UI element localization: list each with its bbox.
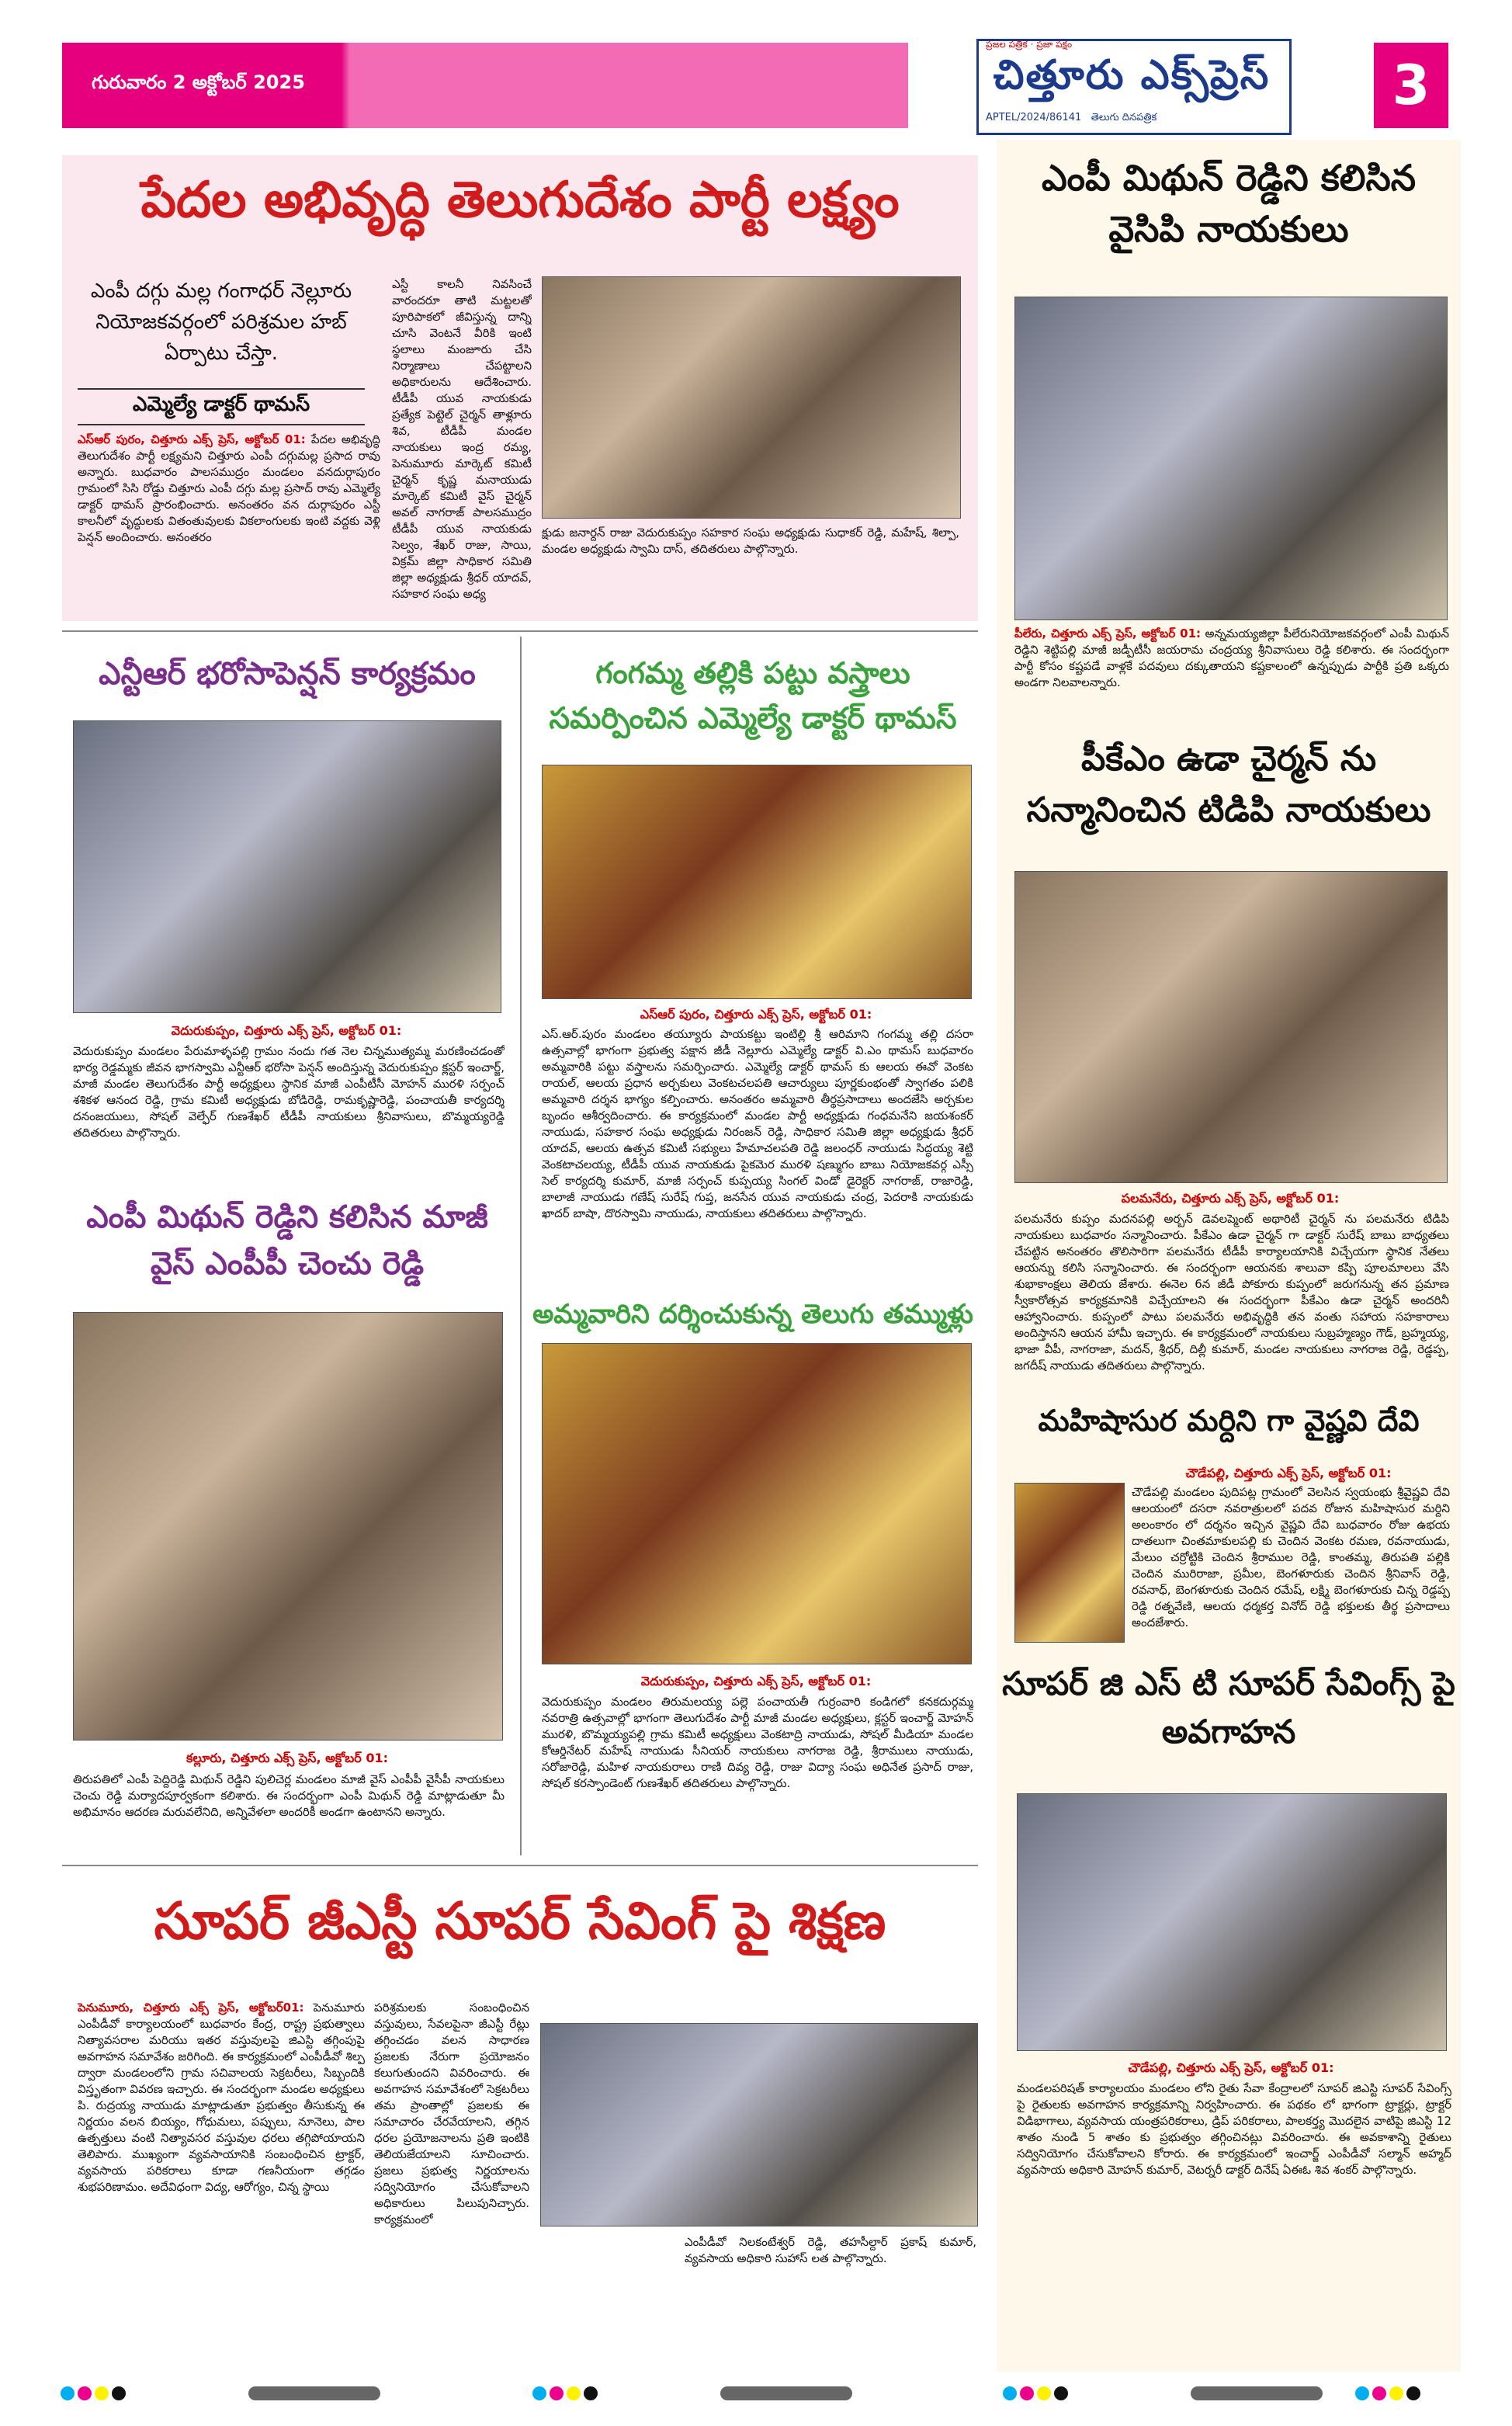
lead-text-1: పేదల అభివృద్ధి తెలుగుదేశం పార్టీ లక్ష్యమని చిత్తూరు ఎంపీ దగ్గుమల్ల ప్రసాద రావు అన్నారు. బుధవారం పాలసముద్రం మండలం వనదుర్గాపురం గ్రామంలో సిసి రోడ్డు చిత్తూరు ఎంపీ దగ్గు మల్ల ప్రసాద్ రావు ఎమ్మెల్యే డాక్టర్ థామస్ ప్రారంభించారు. అనంతరం వన దుర్గాపురం ఎస్టీ కాలనీలో వృద్ధులకు వితంతువులకు వికలాంగులకు ఇంటి వద్దకు వెళ్లి పెన్షన్ అందించారు. అనంతరం — [78, 432, 380, 544]
mahishasura-body: చౌడేపల్లి మండలం పుదిపట్ల గ్రామంలో వెలసిన స్వయంభు శ్రీవైష్ణవి దేవి ఆలయంలో దసరా నవరాత్రులలో పదవ రోజున మహిషాసుర మర్దిని అలంకారం లో దర్శనం ఇచ్చిన వైష్ణవి దేవి బుధవారం రోజు ఉభయ దాతలుగా చింతమాకులపల్లి కు చెందిన వెంకట రమణ, రవనాయుడు, మేలుం చర్రోట్టికి చెందిన శ్రీరాముల రెడ్డి, కాంతమ్మ, తిరుపతి పల్లికి చెందిన మురిరాజా, ప్రమీల, బెంగళూరుకు చెందిన శ్రీనివాస్ రెడ్డి, రవనాధ్, బెంగళూరుకు చెందిన రమేష్, లక్ష్మి బెంగళూరుకు చిన్న రెడ్డప్ప రెడ్డి రత్నవేణి, ఆలయ ధర్మకర్త వినోద్ రెడ్డి భక్తులకు తీర్థ ప్రసాదాలు అందజేశారు. — [1132, 1485, 1450, 1629]
gst-right-headline: సూపర్ జి ఎస్ టి సూపర్ సేవింగ్స్ పై అవగాహన — [1002, 1664, 1455, 1751]
lead-body-col2: ఎస్టీ కాలనీ నివసించే వారందరూ తాటి మట్టలతో పూరిపాకలో జీవిస్తున్న దాన్ని చూసి వెంటనే వీరికి ఇంటి స్థలాలు మంజూరు చేసి నిర్మాణాలు చేపట్టాలని అధికారులను ఆదేశించారు. టీడీపీ యువ నాయకుడు ప్రత్యేక పెట్టెల్ చైర్మన్ తాళ్లూరు శివ, టీడీపీ మండల నాయకులు ఇంద్ర రమ్య, పెనుమూరు మార్కెట్ కమిటీ చైర్మన్ కృష్ణ మనాయుడు మార్కెట్ కమిటీ వైస్ చైర్మన్ అవల్ నాగరాజ్ పాలసముద్రం టీడీపీ యువ నాయకుడు సెల్వం, శేఖర్ రాజు, సాయి, విక్రమ్ జిల్లా సాధికార సమితి జిల్లా అధ్యక్షుడు శ్రీధర్ యాదవ్, సహకార సంఘ అధ్య — [392, 277, 532, 601]
mithun1-body: తిరుపతిలో ఎంపీ పెద్దిరెడ్డి మిథున్ రెడ్డిని పులిచెర్ల మండలం మాజీ వైస్ ఎంపీపీ వైసీపీ నాయకులు చెంచు రెడ్డి మర్యాదపూర్వకంగా కలిశారు. ఈ సందర్భంగా ఎంపీ మిథున్ రెడ్డి మాట్లాడుతూ మీ అభిమానం ఆదరణ మరువలేనిది, అన్నివేళలా అందరికీ అండగా ఉంటానని అన్నారు. — [73, 1772, 505, 1819]
gst-bottom-headline: సూపర్ జీఎస్టీ సూపర్ సేవింగ్ పై శిక్షణ — [154, 1891, 886, 1951]
mithun1-headline: ఎంపీ మిథున్ రెడ్డిని కలిసిన మాజీ వైస్ ఎంపీపీ చెంచు రెడ్డి — [86, 1199, 488, 1282]
footer-bar-1 — [248, 2386, 380, 2405]
gst-bottom-col2: పరిశ్రమలకు సంబంధించిన వస్తువులు, సేవలపైనా జీఎస్టీ రేట్లు తగ్గించడం వలన సాధారణ ప్రజలకు నేరుగా ప్రయోజనం కలుగుతుందని వివరించారు. ఈ అవగాహన సమావేశంలో సెక్రటరీలు తమ ప్రాంతాల్లో ప్రజలకు ఈ సమాచారం చేరవేయాలని, తగ్గిన ధరల ప్రయోజనాలను ప్రతి ఇంటికి తెలియజేయాలని సూచించారు. ప్రజలు ప్రభుత్వ నిర్ణయాలను సద్వినియోగం చేసుకోవాలని అధికారులు పిలుపునిచ్చారు. కార్యక్రమంలో — [374, 2001, 529, 2226]
mithun2-headline: ఎంపీ మిథున్ రెడ్డిని కలిసిన వైసిపి నాయకులు — [1041, 157, 1417, 250]
bottom-divider — [62, 1865, 978, 1866]
lead-byline: ఎమ్మెల్యే డాక్టర్ థామస్ — [78, 388, 365, 425]
gangamma-photo — [542, 765, 972, 999]
ammavari-caption: వెదురుకుప్పం, చిత్తూరు ఎక్స్ ప్రెస్, అక్టోబర్ 01: — [640, 1674, 872, 1688]
lead-photo — [542, 276, 961, 519]
lead-body-col3: క్షుడు జనార్దన్ రాజు వెదురుకుప్పం సహకార సంఘ అధ్యక్షుడు సుధాకర్ రెడ్డి, మహేష్, శిల్పా, మండల అధ్యక్షుడు స్వామి దాస్, తదితరులు పాల్గొన్నారు. — [542, 526, 959, 556]
footer-bar-2 — [720, 2386, 852, 2405]
masthead-subtitle: తెలుగు దినపత్రిక — [1091, 112, 1157, 123]
mahishasura-dateline: చౌడేపల్లి, చిత్తూరు ఎక్స్ ప్రెస్, అక్టోబర్ 01: — [1185, 1466, 1392, 1480]
ntr-headline: ఎన్టీఆర్ భరోసాపెన్షన్ కార్యక్రమం — [99, 656, 476, 692]
lead-body-col1 — [78, 432, 380, 602]
lead-dateline: ఎస్ఆర్ పురం, చిత్తూరు ఎక్స్ ప్రెస్, అక్టోబర్ 01: — [78, 432, 306, 446]
pkm-body: పలమనేరు కుప్పం మదనపల్లి అర్బన్ డెవలప్మెంట్ అథారిటీ చైర్మన్ ను పలమనేరు టిడిపి నాయకులు బుధవారం సన్మానించారు. పీకేఎం ఉడా చైర్మన్ గా డాక్టర్ సురేష్ బాబు బాధ్యతలు చేపట్టిన అనంతరం తొలిసారిగా పలమనేరు టీడీపీ కార్యాలయానికి విచ్చేయగా స్థానిక నేతలు ఆయన్ను కలిసి సన్మానించారు. ఈ సందర్భంగా ఆయనకు శాలువా కప్పి పూలమాలలు వేసి శుభాకాంక్షలు తెలియ జేశారు. ఈనెల 6న జీడీ పోకూరు కుప్పంలో జరుగనున్న తన ప్రమాణ స్వీకారోత్సవ కార్యక్రమానికి విచ్చేయాలని ఈ సందర్భంగా పీకేఎం ఉడా చైర్మన్ అందరినీ ఆహ్వానించారు. కుప్పంలో పాటు పలమనేరు అభివృద్ధికి తన వంతు సహాయ సహకారాలు అందిస్తానని ఆయన హామీ ఇచ్చారు. ఈ కార్యక్రమంలో నాయకులు సుబ్రహ్మణ్యం గౌడ్, బ్రహ్మయ్య, భాజా వీపీ, నాగరాజా, మదన్, శ్రీధర్, దిల్లీ కుమార్, మండల నాయకులు నాగరాజ రెడ్డి, రెడ్డప్ప, జగదీష్ నాయుడు తదితరులు పాల్గొన్నారు. — [1014, 1212, 1449, 1373]
ntr-photo — [73, 720, 501, 1013]
gst-right-dateline: చౌడేపల్లి, చిత్తూరు ఎక్స్ ప్రెస్, అక్టోబర్ 01: — [1128, 2060, 1334, 2075]
gst-bottom-photo — [540, 2023, 978, 2226]
lead-subhead: ఎంపీ దగ్గు మల్ల గంగాధర్ నెల్లూరు నియోజకవర్గంలో పరిశ్రమల హబ్ ఏర్పాటు చేస్తా. — [90, 279, 352, 365]
mithun1-caption: కల్లూరు, చిత్తూరు ఎక్స్ ప్రెస్, అక్టోబర్ 01: — [186, 1751, 388, 1765]
gst-bottom-col1 — [78, 2000, 365, 2326]
lead-headline: పేదల అభివృద్ధి తెలుగుదేశం పార్టీ లక్ష్యం — [140, 172, 900, 229]
pkm-photo — [1014, 871, 1448, 1183]
ammavari-photo — [542, 1343, 972, 1664]
issue-date: గురువారం 2 అక్టోబర్ 2025 — [92, 71, 305, 93]
footer-bar-3 — [1191, 2386, 1323, 2405]
masthead-tagline: ప్రజల పత్రిక · ప్రజా పక్షం — [986, 39, 1073, 50]
section-divider — [62, 630, 978, 632]
footer-color-marks-2 — [532, 2386, 601, 2405]
gst-bottom-text-1: పెనుమూరు ఎంపీడీవో కార్యాలయంలో బుధవారం కేంద్ర, రాష్ట్ర ప్రభుత్వాలు నిత్యావసరాల మరియు ఇతర వస్తువులపై జిఎస్టి తగ్గింపుపై అవగాహన సమావేశం జరిగింది. ఈ కార్యక్రమంలో ఎంపీడీవో శిల్ప ద్వారా మండలంలోని గ్రామ సచివాలయ సెక్రటరీలు, సిబ్బందికి విస్తృతంగా వివరణ ఇచ్చారు. ఈ సందర్భంగా మండల అధ్యక్షులు పి. రుద్రయ్య నాయుడు మాట్లాడుతూ ప్రభుత్వం తీసుకున్న ఈ నిర్ణయం వలన బియ్యం, గోధుమలు, పప్పులు, నూనెలు, పాల ఉత్పత్తులు వంటి నిత్యావసర వస్తువుల ధరలు తగ్గిపోయాయని తెలిపారు. ముఖ్యంగా వ్యవసాయానికి సంబంధించిన ట్రాక్టర్, వ్యవసాయ పరికరాలు కూడా గణనీయంగా తగ్గడం శుభపరిణామం. అదేవిధంగా విద్య, ఆరోగ్యం, చిన్న స్థాయి — [78, 2001, 365, 2194]
footer-color-marks-3 — [1003, 2386, 1071, 2405]
gst-bottom-dateline: పెనుమూరు, చిత్తూరు ఎక్స్ ప్రెస్, అక్టోబర్01: — [78, 2001, 304, 2015]
ntr-dateline: వెదురుకుప్పం, చిత్తూరు ఎక్స్ ప్రెస్, అక్టోబర్ 01: — [171, 1023, 402, 1038]
gst-right-body: మండలపరిషత్ కార్యాలయం మండలం లోని రైతు సేవా కేంద్రాలలో సూపర్ జిఎస్టి సూపర్ సేవింగ్స్ పై రైతులకు అవగాహన కార్యక్రమాన్ని నిర్వహించారు. ఈ పథకం లో భాగంగా ట్రాక్టర్లు, ట్రాక్టర్ విడిభాగాలు, వ్యవసాయ యంత్రపరికరాలు, డ్రిప్ పరికరాలు, పాలకర్త్య మొదలైన వాటిపై జిఎస్టి 12 శాతం నుండి 5 శాతం కు ప్రభుత్వం తగ్గించినట్లు వివరించారు. ఈ అవకాశాన్ని రైతులు సద్వినియోగం చేసుకోవాలని కోరారు. ఈ కార్యక్రమంలో ఇంచార్జ్ ఎంపీడీవో సల్మాన్ అహ్మద్ వ్యవసాయ అధికారి మోహన్ కుమార్, వెటర్నరీ డాక్టర్ దినేష్ ఏఈఓ శివ శంకర్ పాల్గొన్నారు. — [1017, 2081, 1451, 2177]
gangamma-dateline: ఎస్ఆర్ పురం, చిత్తూరు ఎక్స్ ప్రెస్, అక్టోబర్ 01: — [640, 1007, 872, 1022]
footer-color-marks-4 — [1355, 2386, 1424, 2405]
ammavari-body: వెదురుకుప్పం మండలం తిరుమలయ్య పల్లె పంచాయతీ గుర్రంవారి కండిగలో కనకదుర్గమ్మ నవరాత్రి ఉత్సవాల్లో భాగంగా తెలుగుదేశం పార్టీ మాజీ మండల అధ్యక్షులు, క్లస్టర్ ఇంచార్జ్ మోహన్ మురళి, బొమ్మయ్యపల్లి గ్రామ కమిటీ అధ్యక్షులు వెంకటాద్రి నాయుడు, సోషల్ మీడియా మండల కోఆర్డినేటర్ మహేష్ నాయుడు సీనియర్ నాయకులు నాగరాజ రెడ్డి, శ్రీరాములు నాయుడు, సరోజారెడ్డి, మహిళ నాయకురాలు రాణి దివ్య రెడ్డి, రాజు విద్యా సంఘ అధినేత ప్రసాద్ రాజు, సోషల్ కరస్పాండెంట్ గుణశేఖర్ తదితరులు పాల్గొన్నారు. — [542, 1695, 973, 1790]
masthead-logo: చిత్తూరు ఎక్స్‌ప్రెస్ — [993, 51, 1271, 99]
mithun2-dateline: పీలేరు, చిత్తూరు ఎక్స్ ప్రెస్, అక్టోబర్ 01: — [1014, 626, 1202, 640]
ntr-body: వెదురుకుప్పం మండలం పేరుమాళ్ళపల్లి గ్రామం నందు గత నెల చిన్నముత్యమ్మ మరణించడంతో భార్య రెడ్డమ్మకు జీవన భాగస్వామి ఎన్టీఆర్ భరోసా పెన్షన్ అందిస్తున్న వెదురుకుప్పం క్లస్టర్ ఇంచార్జ్, మాజీ మండల తెలుగుదేశం పార్టీ అధ్యక్షులు స్థానిక మాజీ ఎంపీటీసీ మోహన్ మురళి సర్పంచ్ శశికళ ఆనంద రెడ్డి, గ్రామ కమిటీ అధ్యక్షుడు బోడిరెడ్డి, రామకృష్ణారెడ్డి, పంచాయతీ కార్యదర్శి దనంజయులు, సోషల్ వెల్ఫేర్ గుణశేఖర్ టీడీపీ నాయకులు శ్రీనివాసులు, బొమ్మయ్యరెడ్డి తదితరులు పాల్గొన్నారు. — [73, 1044, 505, 1140]
mithun1-photo — [73, 1312, 503, 1741]
footer-color-marks-1 — [61, 2386, 129, 2405]
mithun2-body — [1014, 626, 1449, 731]
column-divider — [520, 637, 522, 1855]
gangamma-headline: గంగమ్మ తల్లికి పట్టు వస్త్రాలు సమర్పించిన ఎమ్మెల్యే డాక్టర్ థామస్ — [549, 656, 957, 735]
ammavari-headline: అమ్మవారిని దర్శించుకున్న తెలుగు తమ్ముళ్లు — [532, 1299, 973, 1330]
page-number: 3 — [1392, 54, 1431, 117]
pkm-headline: పీకేఎం ఉడా చైర్మన్ ను సన్మానించిన టిడిపి నాయకులు — [1026, 739, 1431, 830]
gst-bottom-col3: ఎంపీడీవో నిలకంటేశ్వర్ రెడ్డి, తహసీల్దార్ ప్రకాష్ కుమార్, వ్యవసాయ అధికారి సుహాస్ లత పాల్గొన్నారు. — [685, 2235, 976, 2265]
masthead-registration — [986, 112, 1157, 126]
gangamma-body: ఎస్.ఆర్.పురం మండలం తయ్యూరు పాయకట్టు ఇంటిల్లి శ్రీ ఆరిమాని గంగమ్మ తల్లి దసరా ఉత్సవాల్లో భాగంగా ప్రభుత్వ పక్షాన జీడీ నెల్లూరు ఎమ్మెల్యే డాక్టర్ వి.ఎం థామస్ బుధవారం అమ్మవారికి పట్టు వస్త్రాలను సమర్పించారు. ఎమ్మెల్యే డాక్టర్ థామస్ కు ఆలయ ఈవో వెంకట రాయల్, ఆలయ ప్రధాన అర్చకులు వెంకటచలపతి ఆచార్యులు పూర్ణకుంభంతో స్వాగతం పలికి అమ్మవారి దర్శన భాగ్యం కల్పించారు. అనంతరం అమ్మవారి తీర్థప్రసాదాలు అందజేసి అర్చకుల బృందం ఆశీర్వదించారు. ఈ కార్యక్రమంలో మండల పార్టీ అధ్యక్షుడు గంధమనేని జయశంకర్ నాయుడు, సహకార సంఘ అధ్యక్షుడు నిరంజన్ రెడ్డి, సాధికార సమితి జిల్లా అధ్యక్షుడు శ్రీధర్ యాదవ్, ఆలయ ఉత్సవ కమిటీ సభ్యులు హేమాచలపతి రెడ్డి జలంధర్ నాయుడు సిద్ధయ్య శెట్టి వెంకటాచలయ్య, టీడీపీ యువ నాయకుడు పైకమెర మురళి షణ్ముగం బాబు నియోజకవర్గ ఎస్సీ సెల్ కార్యదర్శి కుమార్, మాజీ సర్పంచ్ కుప్పయ్య సింగల్ విండో డైరెక్టర్ నాగరాజ్, రాజారెడ్డి, బాలాజీ నాయుడు గణేష్ సురేష్ గుప్త, జనసేన యువ నాయకుడు చంద్ర, పెదరాకి నాయకుడు ఖాదర్ బాషా, దొరస్వామి నాయుడు, నాయకులు తదితరులు పాల్గొన్నారు. — [542, 1027, 973, 1220]
masthead-reg-number: APTEL/2024/86141 — [986, 112, 1082, 123]
mithun2-text: అన్నమయ్యజిల్లా పీలేరునియోజకవర్గంలో ఎంపీ మిథున్ రెడ్డిని శెట్టిపల్లి మాజీ జడ్పీటీసీ జయరామ చంద్రయ్య శ్రీనివాసులు రెడ్డి కలిశారు. ఈ సందర్భంగా పార్టీ కోసం కష్టపడే వాళ్లకే పదవులు దక్కుతాయని కష్టకాలంలో ఉన్నప్పుడు పార్టీకి ప్రతి ఒక్కరు అండగా నిలవాలన్నారు. — [1014, 626, 1449, 689]
mahishasura-photo — [1014, 1483, 1125, 1643]
gst-right-photo — [1017, 1793, 1447, 2051]
mahishasura-headline: మహిషాసుర మర్దిని గా వైష్ణవి దేవి — [1038, 1404, 1420, 1438]
mithun2-photo — [1014, 297, 1448, 620]
pkm-caption: పలమనేరు, చిత్తూరు ఎక్స్ ప్రెస్, అక్టోబర్ 01: — [1121, 1191, 1340, 1206]
